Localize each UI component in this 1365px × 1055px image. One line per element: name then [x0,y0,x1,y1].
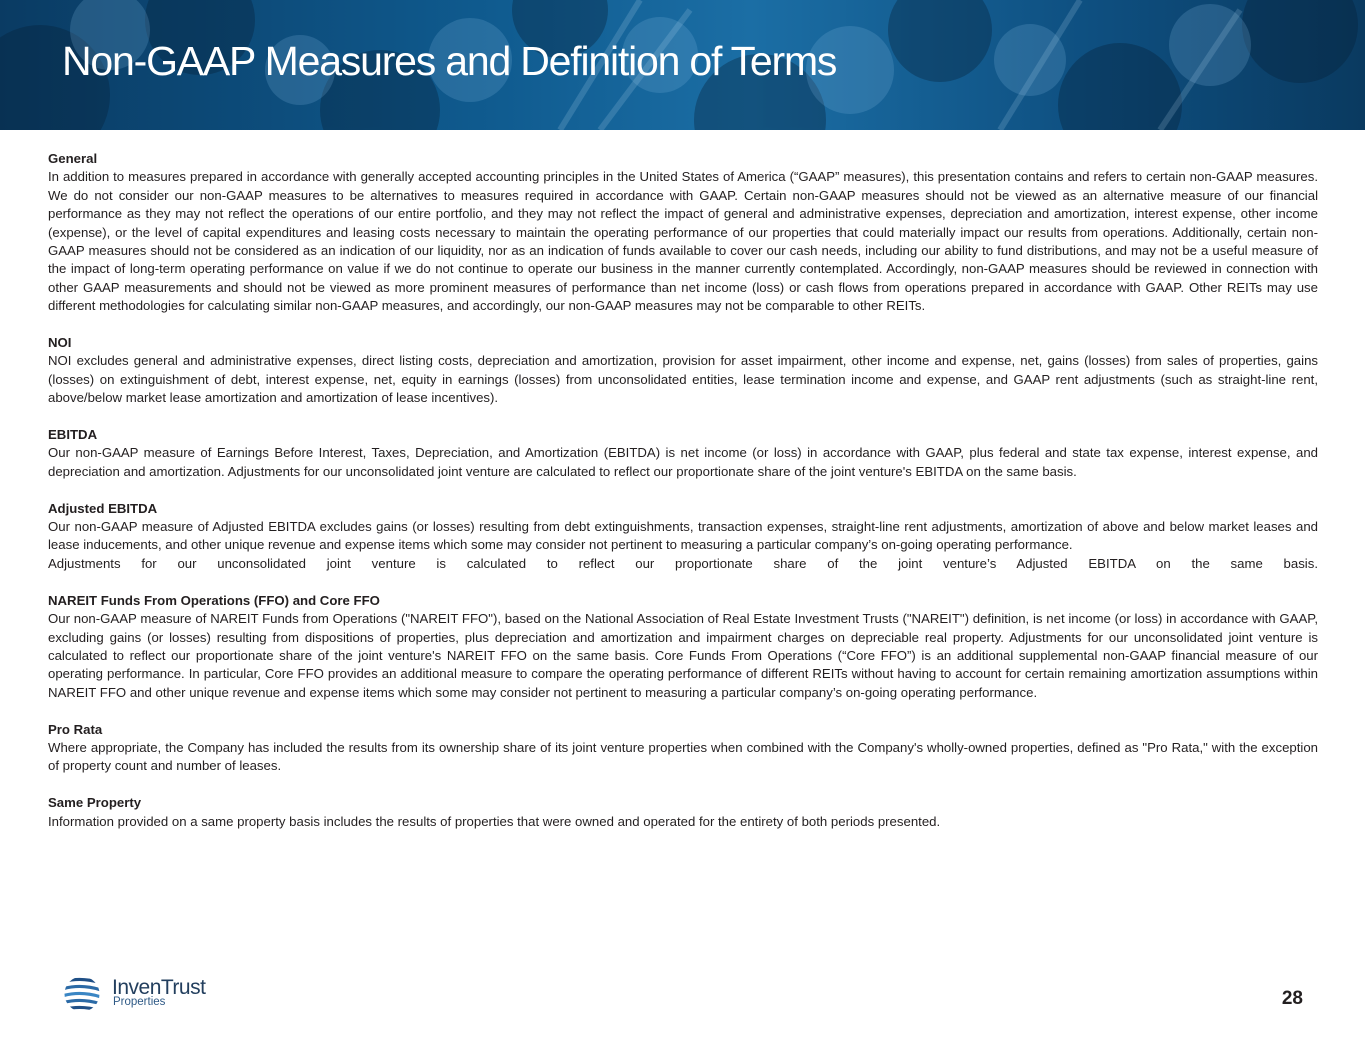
definitions-body [48,150,1318,849]
section-heading: NOI [48,335,72,351]
section-heading: EBITDA [48,427,98,443]
section-general [48,150,1318,316]
section-ebitda [48,426,1318,481]
company-logo [60,974,220,1014]
section-adjusted-ebitda [48,500,1318,574]
section-paragraph: Where appropriate, the Company has included the results from its ownership share of its joint venture properties when combined with the Company's wholly-owned properties, defined as "Pro Rata," with the exception of property count and number of leases. [48,739,1318,774]
section-heading: General [48,151,98,166]
section-ffo [48,592,1318,702]
page-number: 28 [1281,988,1303,1009]
page-title: Non-GAAP Measures and Definition of Terms [62,38,837,84]
section-noi [48,334,1318,408]
section-paragraph: Our non-GAAP measure of Earnings Before Interest, Taxes, Depreciation, and Amortization (EBITDA) is net income (or loss) in accordance with GAAP, plus federal and state tax expense, interest expense, and depreciation and amortization. Adjustments for our unconsolidated joint venture are calculated to reflect our proportionate share of the joint venture's EBITDA on the same basis. [48,445,1318,479]
section-heading: Same Property [48,795,142,811]
section-heading: Adjusted EBITDA [48,500,158,516]
section-paragraph: Our non-GAAP measure of NAREIT Funds from Operations ("NAREIT FFO"), based on the National Association of Real Estate Investment Trusts ("NAREIT") definition, is net income (or loss) in accordance with GAAP, excluding gains (or losses) resulting from dispositions of properties, plus depreciation and amortization and impairment charges on depreciable real property. Adjustments for our unconsolidated joint venture is calculated to reflect our proportionate share of the joint venture's NAREIT FFO on the same basis. Core Funds From Operations (“Core FFO”) is an additional supplemental non-GAAP financial measure of our operating performance. In particular, Core FFO provides an additional measure to compare the operating performance of different REITs without having to account for certain remaining amortization assumptions within NAREIT FFO and other unique revenue and expense items which some may consider not pertinent to measuring a particular company’s on-going operating performance. [48,611,1318,700]
section-paragraph: Information provided on a same property basis includes the results of properties that were owned and operated for the entirety of both periods presented. [48,813,941,829]
logo-subtitle: Properties [113,996,166,1008]
section-heading: NAREIT Funds From Operations (FFO) and Core FFO [48,592,380,608]
section-paragraph: Our non-GAAP measure of Adjusted EBITDA excludes gains (or losses) resulting from debt extinguishments, transaction expenses, straight-line rent adjustments, amortization of above and below market leases and lease inducements, and other unique revenue and expense items which some may consider not pertinent to measuring a particular company’s on-going operating performance. [48,519,1318,553]
section-paragraph: Adjustments for our unconsolidated joint venture is calculated to reflect our proportionate share of the joint venture’s Adjusted EBITDA on the same basis. [48,555,1318,571]
section-heading: Pro Rata [48,721,103,737]
logo-wordmark: InvenTrust [112,976,206,999]
header-banner [0,0,1365,130]
section-paragraph: In addition to measures prepared in accordance with generally accepted accounting principles in the United States of America (“GAAP” measures), this presentation contains and refers to certain non-GAAP measures. We do not consider our non-GAAP measures to be alternatives to measures required in accordance with GAAP. Certain non-GAAP measures should not be viewed as an alternative measure of our financial performance as they may not reflect the operations of our entire portfolio, and they may not reflect the impact of general and administrative expenses, depreciation and amortization, interest expense, other income (expense), or the level of capital expenditures and leasing costs necessary to maintain the operating performance of our properties that could materially impact our results from operations. Additionally, certain non-GAAP measures should not be considered as an indication of our liquidity, nor as an indication of funds available to cover our cash needs, including our ability to fund distributions, and may not be a useful measure of the impact of long-term operating performance on value if we do not continue to operate our business in the manner currently contemplated. Accordingly, non-GAAP measures should be reviewed in connection with other GAAP measurements and should not be viewed as more prominent measures of performance than net income (loss) or cash flows from operations prepared in accordance with GAAP. Other REITs may use different methodologies for calculating similar non-GAAP measures, and accordingly, our non-GAAP measures may not be comparable to other REITs. [48,169,1318,314]
section-pro-rata [48,721,1318,776]
globe-logo-icon [60,974,106,1014]
section-paragraph: NOI excludes general and administrative expenses, direct listing costs, depreciation and amortization, provision for asset impairment, other income and expense, net, gains (losses) from sales of properties, gains (losses) on extinguishment of debt, interest expense, net, equity in earnings (losses) from unconsolidated entities, lease termination income and expense, and GAAP rent adjustments (such as straight-line rent, above/below market lease amortization and amortization of lease incentives). [48,353,1318,406]
section-same-property [48,794,1318,831]
